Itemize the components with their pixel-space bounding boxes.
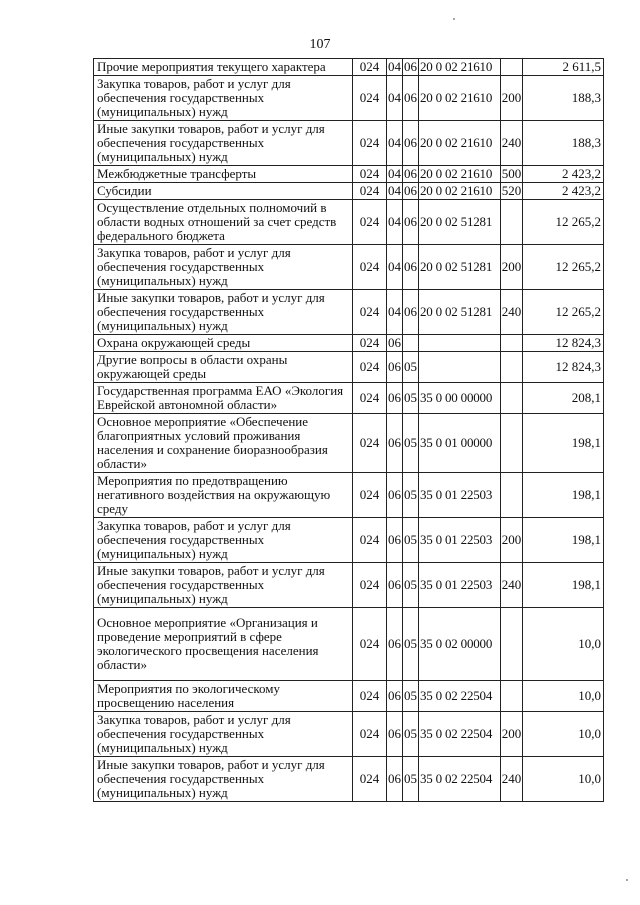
expense-type-cell [501,200,523,245]
admin-code-cell: 024 [353,383,387,414]
admin-code-cell: 024 [353,681,387,712]
row-name-cell: Иные закупки товаров, работ и услуг для обеспечения государственных (муниципальных) нужд [94,121,353,166]
admin-code-cell: 024 [353,757,387,802]
target-article-cell: 20 0 02 21610 [419,59,501,76]
section-code-cell: 04 [387,245,403,290]
subsection-code-cell: 05 [403,414,419,473]
expense-type-cell: 200 [501,518,523,563]
target-article-cell: 20 0 02 21610 [419,183,501,200]
amount-cell: 10,0 [523,608,604,681]
table-row [94,473,604,518]
expense-type-cell [501,681,523,712]
amount-cell: 2 423,2 [523,183,604,200]
table-row [94,757,604,802]
target-article-cell: 35 0 01 22503 [419,473,501,518]
subsection-code-cell: 05 [403,563,419,608]
target-article-cell: 35 0 01 22503 [419,563,501,608]
amount-cell: 10,0 [523,681,604,712]
admin-code-cell: 024 [353,76,387,121]
amount-cell: 198,1 [523,414,604,473]
subsection-code-cell: 06 [403,121,419,166]
table-row [94,290,604,335]
target-article-cell: 35 0 02 22504 [419,681,501,712]
expense-type-cell: 240 [501,121,523,166]
table-row [94,352,604,383]
subsection-code-cell: 06 [404,166,417,181]
subsection-code-cell: 06 [403,245,419,290]
admin-code-cell: 024 [353,290,387,335]
amount-cell: 208,1 [523,383,604,414]
section-code-cell: 06 [387,414,403,473]
table-row [94,183,604,200]
section-code-cell: 06 [387,757,403,802]
amount-cell: 12 824,3 [523,352,604,383]
expense-type-cell [501,352,523,383]
table-row [94,166,604,183]
amount-cell: 2 611,5 [523,59,604,76]
row-name-cell: Субсидии [94,183,353,200]
subsection-code-cell [403,335,419,352]
row-name-cell: Осуществление отдельных полномочий в области водных отношений за счет средств федерального бюджета [94,200,353,245]
table-row [94,414,604,473]
subsection-code-cell: 05 [403,473,419,518]
page-number: 107 [309,37,331,52]
subsection-code-cell: 06 [403,200,419,245]
admin-code-cell: 024 [353,563,387,608]
subsection-code-cell: 05 [403,712,419,757]
expense-type-cell: 520 [501,183,522,198]
row-name-cell: Мероприятия по предотвращению негативного воздействия на окружающую среду [94,473,353,518]
expense-type-cell: 500 [501,166,522,181]
admin-code-cell: 024 [353,121,387,166]
target-article-cell: 35 0 01 22503 [419,518,501,563]
row-name-cell: Закупка товаров, работ и услуг для обеспечения государственных (муниципальных) нужд [94,76,353,121]
section-code-cell: 04 [387,121,403,166]
expense-type-cell [501,383,523,414]
budget-table-body [94,59,604,802]
expense-type-cell: 240 [501,563,523,608]
amount-cell: 188,3 [523,121,604,166]
amount-cell: 2 423,2 [523,166,604,183]
amount-cell: 198,1 [523,473,604,518]
admin-code-cell: 024 [353,712,387,757]
target-article-cell: 20 0 02 51281 [419,200,501,245]
amount-cell: 12 265,2 [523,245,604,290]
admin-code-cell: 024 [353,245,387,290]
section-code-cell: 06 [387,352,403,383]
target-article-cell: 20 0 02 21610 [419,166,501,183]
target-article-cell: 35 0 01 00000 [419,414,501,473]
table-row [94,59,604,76]
target-article-cell: 35 0 02 22504 [419,712,501,757]
section-code-cell: 06 [388,335,401,350]
row-name-cell: Основное мероприятие «Обеспечение благоприятных условий проживания населения и сохранение биоразнообразия области» [94,414,353,473]
section-code-cell: 06 [387,608,403,681]
amount-cell: 10,0 [523,712,604,757]
expense-type-cell [501,335,523,352]
target-article-cell: 20 0 02 21610 [419,76,501,121]
row-name-cell: Закупка товаров, работ и услуг для обеспечения государственных (муниципальных) нужд [94,518,353,563]
row-name-cell: Охрана окружающей среды [94,335,353,352]
row-name-cell: Государственная программа ЕАО «Экология Еврейской автономной области» [94,383,353,414]
table-row [94,121,604,166]
row-name-cell: Межбюджетные трансферты [94,166,353,183]
section-code-cell: 06 [387,518,403,563]
expense-type-cell: 240 [501,757,523,802]
table-row [94,245,604,290]
budget-table [93,58,604,802]
section-code-cell: 06 [387,712,403,757]
expense-type-cell [501,414,523,473]
section-code-cell: 06 [387,473,403,518]
target-article-cell: 20 0 02 51281 [419,290,501,335]
table-row [94,383,604,414]
amount-cell: 198,1 [523,518,604,563]
expense-type-cell [501,608,523,681]
subsection-code-cell: 05 [403,681,419,712]
target-article-cell: 20 0 02 21610 [419,121,501,166]
table-row [94,608,604,681]
admin-code-cell: 024 [353,166,387,183]
table-row [94,76,604,121]
subsection-code-cell: 06 [404,183,417,198]
admin-code-cell: 024 [353,200,387,245]
scan-speck [626,879,628,881]
row-name-cell: Иные закупки товаров, работ и услуг для обеспечения государственных (муниципальных) нужд [94,290,353,335]
table-row [94,200,604,245]
subsection-code-cell: 06 [403,290,419,335]
target-article-cell: 35 0 02 22504 [419,757,501,802]
target-article-cell [419,335,501,352]
admin-code-cell: 024 [353,335,387,352]
section-code-cell: 04 [387,200,403,245]
expense-type-cell: 240 [501,290,523,335]
row-name-cell: Прочие мероприятия текущего характера [94,59,353,76]
scan-speck [453,18,455,20]
section-code-cell: 04 [388,183,401,198]
row-name-cell: Основное мероприятие «Организация и проведение мероприятий в сфере экологического просвещения населения области» [94,608,353,681]
section-code-cell: 06 [387,563,403,608]
row-name-cell: Закупка товаров, работ и услуг для обеспечения государственных (муниципальных) нужд [94,245,353,290]
target-article-cell: 20 0 02 51281 [419,245,501,290]
amount-cell: 12 265,2 [523,290,604,335]
subsection-code-cell: 05 [403,608,419,681]
admin-code-cell: 024 [353,352,387,383]
subsection-code-cell: 05 [403,757,419,802]
row-name-cell: Мероприятия по экологическому просвещению населения [94,681,353,712]
admin-code-cell: 024 [353,608,387,681]
expense-type-cell: 200 [501,245,523,290]
target-article-cell: 35 0 00 00000 [419,383,501,414]
admin-code-cell: 024 [353,414,387,473]
subsection-code-cell: 05 [403,518,419,563]
section-code-cell: 04 [387,290,403,335]
table-row [94,712,604,757]
subsection-code-cell: 05 [403,352,419,383]
amount-cell: 12 824,3 [523,335,604,352]
target-article-cell [419,352,501,383]
row-name-cell: Закупка товаров, работ и услуг для обеспечения государственных (муниципальных) нужд [94,712,353,757]
amount-cell: 188,3 [523,76,604,121]
expense-type-cell [501,473,523,518]
section-code-cell: 04 [388,59,401,74]
subsection-code-cell: 05 [403,383,419,414]
admin-code-cell: 024 [353,59,387,76]
table-row [94,335,604,352]
section-code-cell: 06 [387,383,403,414]
expense-type-cell: 200 [501,76,523,121]
amount-cell: 10,0 [523,757,604,802]
target-article-cell: 35 0 02 00000 [419,608,501,681]
amount-cell: 198,1 [523,563,604,608]
admin-code-cell: 024 [353,473,387,518]
section-code-cell: 04 [387,76,403,121]
row-name-cell: Иные закупки товаров, работ и услуг для обеспечения государственных (муниципальных) нужд [94,757,353,802]
section-code-cell: 06 [387,681,403,712]
subsection-code-cell: 06 [404,59,417,74]
section-code-cell: 04 [388,166,401,181]
row-name-cell: Другие вопросы в области охраны окружающей среды [94,352,353,383]
row-name-cell: Иные закупки товаров, работ и услуг для обеспечения государственных (муниципальных) нужд [94,563,353,608]
admin-code-cell: 024 [353,518,387,563]
expense-type-cell: 200 [501,712,523,757]
expense-type-cell [501,59,523,76]
table-row [94,681,604,712]
amount-cell: 12 265,2 [523,200,604,245]
table-row [94,518,604,563]
admin-code-cell: 024 [353,183,387,200]
subsection-code-cell: 06 [403,76,419,121]
table-row [94,563,604,608]
